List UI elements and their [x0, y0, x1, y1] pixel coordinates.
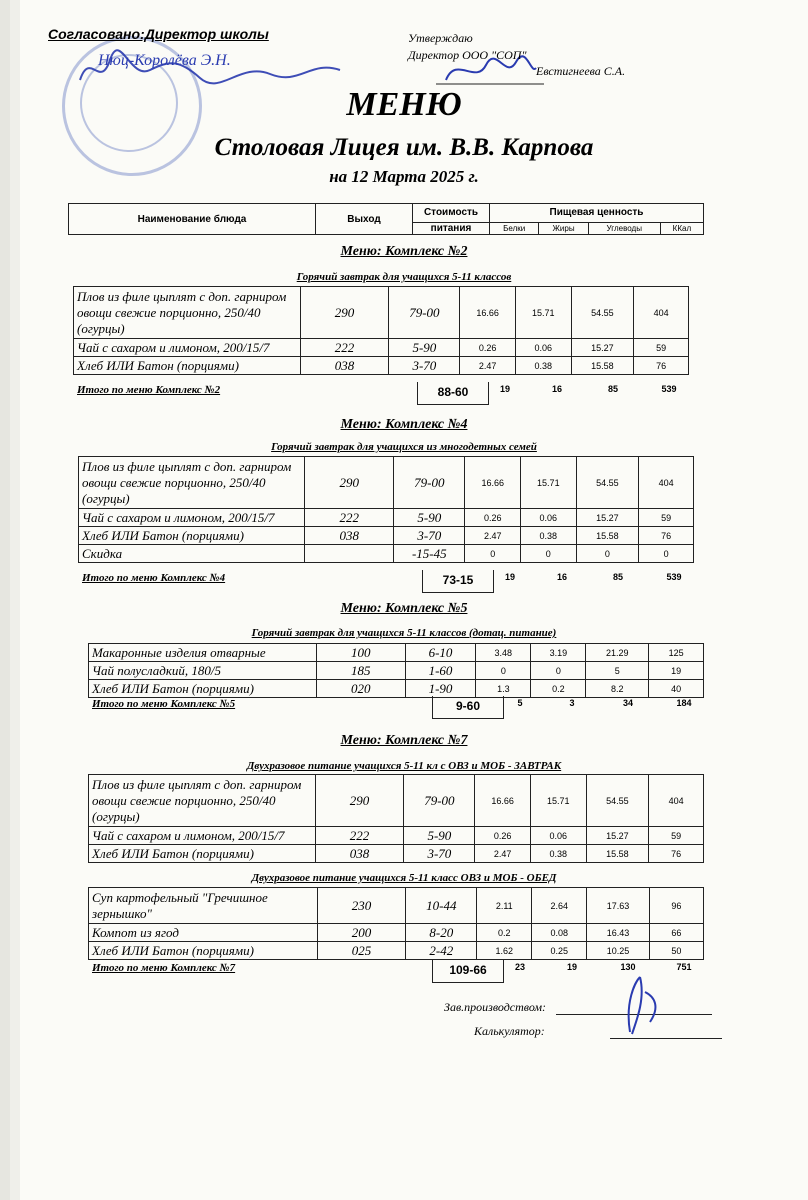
dish-kcal: 50: [649, 942, 703, 960]
dish-proteins: 0.26: [475, 827, 531, 845]
dish-output: 290: [315, 775, 404, 827]
header-carbs: Углеводы: [588, 222, 660, 234]
dish-fats: 3.19: [531, 644, 586, 662]
dish-kcal: 404: [634, 287, 689, 339]
header-cost-1: Стоимость: [413, 204, 490, 223]
dish-name: Чай с сахаром и лимоном, 200/15/7: [79, 509, 305, 527]
total-kcal: 751: [676, 962, 692, 972]
dish-fats: 0.25: [532, 942, 587, 960]
dish-proteins: 16.66: [465, 457, 521, 509]
dish-output: [305, 545, 394, 563]
dish-name: Компот из ягод: [89, 924, 318, 942]
dish-cost: 2-42: [406, 942, 477, 960]
dish-cost: 8-20: [406, 924, 477, 942]
dish-kcal: 125: [649, 644, 704, 662]
table-row: [74, 357, 689, 375]
dish-kcal: 96: [649, 888, 703, 924]
dish-output: 230: [317, 888, 406, 924]
dish-name: Хлеб ИЛИ Батон (порциями): [89, 942, 318, 960]
dish-carbs: 0: [576, 545, 639, 563]
dish-output: 222: [300, 339, 389, 357]
calculator-label: Калькулятор:: [474, 1024, 545, 1038]
section-title: Меню: Комплекс №7: [340, 733, 468, 748]
calculator-sign-line: [610, 1038, 722, 1039]
dish-proteins: 0.26: [465, 509, 521, 527]
director-right-label: Директор ООО "СОП": [408, 48, 527, 62]
dish-kcal: 66: [649, 924, 703, 942]
menu-table: [88, 643, 704, 698]
dish-kcal: 404: [649, 775, 704, 827]
dish-name: Плов из филе цыплят с доп. гарниром овощи свежие порционно, 250/40 (огурцы): [89, 775, 316, 827]
table-row: [74, 339, 689, 357]
dish-name: Чай с сахаром и лимоном, 200/15/7: [74, 339, 301, 357]
dish-cost: 79-00: [389, 287, 460, 339]
dish-cost: 79-00: [404, 775, 475, 827]
dish-proteins: 0: [465, 545, 521, 563]
table-row: [79, 545, 694, 563]
dish-name: Хлеб ИЛИ Батон (порциями): [79, 527, 305, 545]
table-row: [89, 845, 704, 863]
dish-kcal: 404: [639, 457, 694, 509]
dish-fats: 0.38: [515, 357, 571, 375]
header-cost-2: питания: [413, 222, 490, 234]
table-row: [79, 527, 694, 545]
header-fats: Жиры: [539, 222, 588, 234]
dish-name: Хлеб ИЛИ Батон (порциями): [74, 357, 301, 375]
dish-cost: 1-60: [405, 662, 476, 680]
approved-left-label: Согласовано:Директор школы: [48, 26, 269, 42]
dish-carbs: 8.2: [586, 680, 649, 698]
total-proteins: 19: [499, 384, 510, 394]
menu-table: [88, 887, 704, 960]
dish-fats: 0.06: [530, 827, 586, 845]
dish-kcal: 59: [639, 509, 694, 527]
dish-proteins: 1.62: [477, 942, 532, 960]
dish-fats: 0: [531, 662, 586, 680]
signer-left-name: Нюц-Королёва Э.Н.: [98, 52, 231, 69]
total-cost: 109-66: [432, 960, 504, 983]
dish-carbs: 5: [586, 662, 649, 680]
dish-cost: -15-45: [394, 545, 465, 563]
dish-fats: 15.71: [521, 457, 577, 509]
total-label: Итого по меню Комплекс №7: [92, 962, 236, 974]
dish-cost: 3-70: [389, 357, 460, 375]
dish-fats: 2.64: [532, 888, 587, 924]
total-carbs: 34: [622, 698, 633, 708]
dish-kcal: 0: [639, 545, 694, 563]
dish-name: Макаронные изделия отварные: [89, 644, 317, 662]
table-row: [89, 924, 704, 942]
dish-carbs: 10.25: [587, 942, 650, 960]
approve-right-label: Утверждаю: [408, 31, 473, 45]
dish-carbs: 16.43: [587, 924, 650, 942]
dish-fats: 0.06: [515, 339, 571, 357]
dish-name: Чай с сахаром и лимоном, 200/15/7: [89, 827, 316, 845]
total-label: Итого по меню Комплекс №4: [82, 572, 226, 584]
total-kcal: 539: [666, 572, 682, 582]
dish-cost: 5-90: [404, 827, 475, 845]
table-row: [89, 680, 704, 698]
dish-name: Хлеб ИЛИ Батон (порциями): [89, 845, 316, 863]
table-row: [79, 457, 694, 509]
dish-proteins: 3.48: [476, 644, 531, 662]
dish-output: 222: [305, 509, 394, 527]
dish-cost: 6-10: [405, 644, 476, 662]
dish-fats: 0.38: [530, 845, 586, 863]
dish-output: 290: [305, 457, 394, 509]
dish-proteins: 16.66: [475, 775, 531, 827]
total-fats: 16: [556, 572, 567, 582]
table-row: [79, 509, 694, 527]
total-fats: 16: [551, 384, 562, 394]
menu-table: [88, 774, 704, 863]
total-label: Итого по меню Комплекс №2: [77, 384, 221, 396]
total-kcal: 184: [676, 698, 692, 708]
total-fats: 3: [569, 698, 575, 708]
dish-carbs: 17.63: [587, 888, 650, 924]
section-title: Меню: Комплекс №2: [340, 244, 468, 259]
section-subtitle: Двухразовое питание учащихся 5-11 кл с ОВЗ и МОБ - ЗАВТРАК: [246, 760, 562, 772]
director-name: Евстигнеева С.А.: [536, 64, 626, 78]
total-cost: 88-60: [417, 382, 489, 405]
dish-cost: 5-90: [389, 339, 460, 357]
menu-table: [73, 286, 689, 375]
dish-fats: 0.38: [521, 527, 577, 545]
dish-name: Хлеб ИЛИ Батон (порциями): [89, 680, 317, 698]
total-proteins: 5: [517, 698, 523, 708]
menu-table: [78, 456, 694, 563]
dish-proteins: 2.47: [460, 357, 516, 375]
dish-output: 100: [316, 644, 405, 662]
dish-carbs: 54.55: [576, 457, 639, 509]
dish-output: 185: [316, 662, 405, 680]
dish-name: Плов из филе цыплят с доп. гарниром овощи свежие порционно, 250/40 (огурцы): [79, 457, 305, 509]
dish-name: Плов из филе цыплят с доп. гарниром овощи свежие порционно, 250/40 (огурцы): [74, 287, 301, 339]
dish-carbs: 15.58: [586, 845, 649, 863]
total-carbs: 85: [612, 572, 623, 582]
dish-output: 038: [300, 357, 389, 375]
dish-kcal: 19: [649, 662, 704, 680]
dish-fats: 0.08: [532, 924, 587, 942]
table-row: [89, 888, 704, 924]
dish-name: Суп картофельный "Гречишное зернышко": [89, 888, 318, 924]
total-kcal: 539: [661, 384, 677, 394]
dish-kcal: 76: [634, 357, 689, 375]
dish-carbs: 15.58: [571, 357, 634, 375]
dish-proteins: 2.11: [477, 888, 532, 924]
dish-cost: 79-00: [394, 457, 465, 509]
dish-name: Чай полусладкий, 180/5: [89, 662, 317, 680]
dish-cost: 1-90: [405, 680, 476, 698]
dish-output: 222: [315, 827, 404, 845]
dish-output: 038: [305, 527, 394, 545]
dish-output: 025: [317, 942, 406, 960]
section-title: Меню: Комплекс №5: [340, 601, 468, 616]
total-label: Итого по меню Комплекс №5: [92, 698, 236, 710]
dish-proteins: 0.26: [460, 339, 516, 357]
dish-proteins: 0.2: [477, 924, 532, 942]
total-cost: 9-60: [432, 696, 504, 719]
total-proteins: 23: [514, 962, 525, 972]
total-cost: 73-15: [422, 570, 494, 593]
total-carbs: 130: [620, 962, 636, 972]
dish-output: 038: [315, 845, 404, 863]
dish-output: 020: [316, 680, 405, 698]
dish-proteins: 2.47: [465, 527, 521, 545]
dish-cost: 3-70: [394, 527, 465, 545]
dish-fats: 0.2: [531, 680, 586, 698]
dish-carbs: 54.55: [586, 775, 649, 827]
dish-carbs: 15.27: [576, 509, 639, 527]
dish-fats: 0: [521, 545, 577, 563]
page-subtitle: Столовая Лицея им. В.В. Карпова: [214, 134, 594, 161]
dish-carbs: 15.58: [576, 527, 639, 545]
page-title: МЕНЮ: [346, 86, 462, 123]
dish-proteins: 2.47: [475, 845, 531, 863]
dish-proteins: 16.66: [460, 287, 516, 339]
table-row: [89, 775, 704, 827]
header-output: Выход: [316, 204, 413, 235]
table-row: [74, 287, 689, 339]
dish-carbs: 15.27: [586, 827, 649, 845]
page-date: на 12 Марта 2025 г.: [329, 167, 479, 186]
dish-name: Скидка: [79, 545, 305, 563]
dish-fats: 0.06: [521, 509, 577, 527]
header-name: Наименование блюда: [69, 204, 316, 235]
header-nutrition: Пищевая ценность: [490, 204, 704, 223]
table-header: [68, 203, 704, 235]
dish-kcal: 76: [649, 845, 704, 863]
table-row: [89, 827, 704, 845]
dish-kcal: 40: [649, 680, 704, 698]
table-row: [89, 644, 704, 662]
total-fats: 19: [566, 962, 577, 972]
dish-fats: 15.71: [515, 287, 571, 339]
total-carbs: 85: [607, 384, 618, 394]
section-subtitle-2: Двухразовое питание учащихся 5-11 класс ОВЗ и МОБ - ОБЕД: [251, 872, 557, 884]
section-subtitle: Горячий завтрак для учащихся из многодетных семей: [271, 441, 537, 453]
section-subtitle: Горячий завтрак для учащихся 5-11 классов: [296, 271, 512, 283]
dish-proteins: 0: [476, 662, 531, 680]
dish-output: 200: [317, 924, 406, 942]
dish-kcal: 76: [639, 527, 694, 545]
dish-fats: 15.71: [530, 775, 586, 827]
total-proteins: 19: [504, 572, 515, 582]
table-row: [89, 662, 704, 680]
dish-carbs: 15.27: [571, 339, 634, 357]
dish-cost: 10-44: [406, 888, 477, 924]
dish-cost: 5-90: [394, 509, 465, 527]
dish-cost: 3-70: [404, 845, 475, 863]
dish-output: 290: [300, 287, 389, 339]
section-title: Меню: Комплекс №4: [340, 417, 468, 432]
table-row: [89, 942, 704, 960]
header-kcal: ККал: [660, 222, 703, 234]
dish-proteins: 1.3: [476, 680, 531, 698]
section-subtitle: Горячий завтрак для учащихся 5-11 классов (дотац. питание): [251, 627, 557, 639]
approve-right-block: [408, 30, 527, 64]
header-proteins: Белки: [490, 222, 539, 234]
dish-carbs: 21.29: [586, 644, 649, 662]
production-label: Зав.производством:: [444, 1000, 547, 1014]
dish-kcal: 59: [634, 339, 689, 357]
signature-production: [610, 972, 670, 1042]
dish-kcal: 59: [649, 827, 704, 845]
dish-carbs: 54.55: [571, 287, 634, 339]
